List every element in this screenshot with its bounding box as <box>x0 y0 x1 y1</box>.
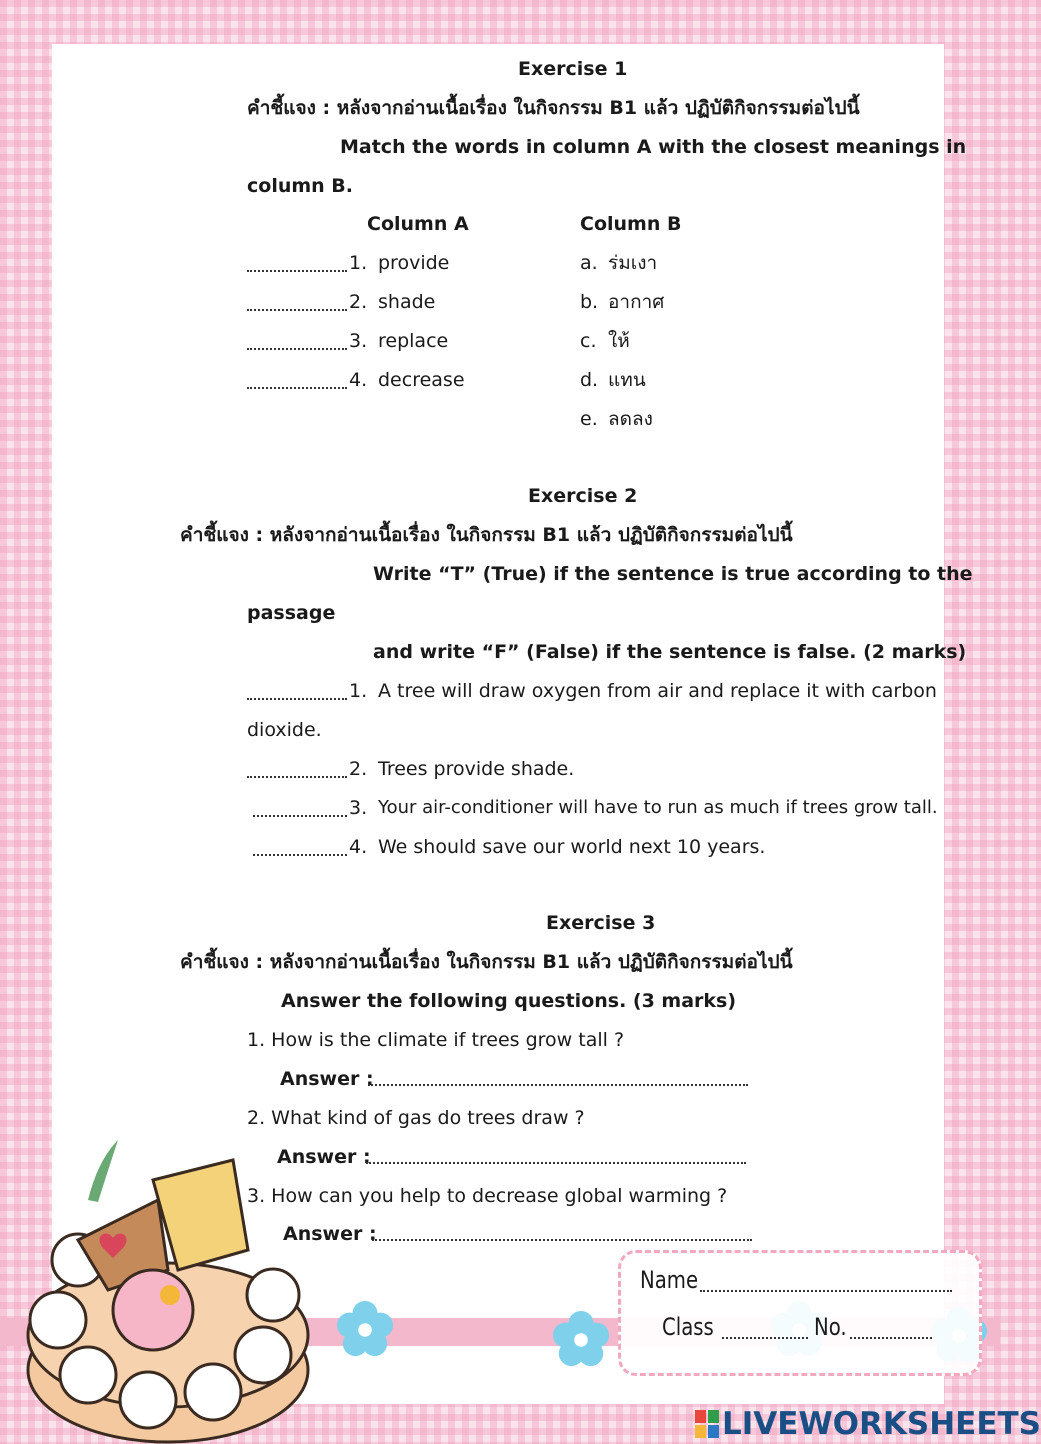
name-field[interactable] <box>700 1290 952 1292</box>
flower-icon <box>552 1310 610 1368</box>
answer-label: Answer : <box>277 1146 371 1168</box>
column-a-word: shade <box>378 291 436 313</box>
statement-text: Trees provide shade. <box>378 758 575 780</box>
column-a-number: 2. <box>349 291 368 313</box>
column-a-header: Column A <box>367 213 469 235</box>
answer-blank[interactable] <box>247 387 347 389</box>
question-text: 1. How is the climate if trees grow tall ? <box>247 1029 625 1051</box>
class-field[interactable] <box>722 1337 808 1339</box>
answer-line[interactable] <box>372 1239 752 1241</box>
exercise1-task-line1: Match the words in column A with the closest meanings in <box>340 136 967 158</box>
answer-blank[interactable] <box>247 270 347 272</box>
answer-line[interactable] <box>368 1084 748 1086</box>
answer-label: Answer : <box>280 1068 374 1090</box>
column-b-meaning: อากาศ <box>608 291 665 313</box>
exercise3-instruction: คำชี้แจง : หลังจากอ่านเนื้อเรื่อง ในกิจกรรม B1 แล้ว ปฏิบัติกิจกรรมต่อไปนี้ <box>180 951 793 973</box>
column-b-letter: a. <box>580 252 598 274</box>
column-a-number: 3. <box>349 330 368 352</box>
exercise2-instruction: คำชี้แจง : หลังจากอ่านเนื้อเรื่อง ในกิจกรรม B1 แล้ว ปฏิบัติกิจกรรมต่อไปนี้ <box>180 524 793 546</box>
column-a-word: replace <box>378 330 449 352</box>
column-a-word: decrease <box>378 369 465 391</box>
statement-number: 2. <box>349 758 368 780</box>
class-label: Class <box>662 1313 714 1341</box>
answer-blank[interactable] <box>247 348 347 350</box>
question-text: 3. How can you help to decrease global warming ? <box>247 1185 728 1207</box>
number-label: No. <box>814 1313 847 1341</box>
statement-text-continued: dioxide. <box>247 719 322 741</box>
statement-number: 1. <box>349 680 368 702</box>
exercise1-title: Exercise 1 <box>518 58 628 80</box>
exercise1-instruction: คำชี้แจง : หลังจากอ่านเนื้อเรื่อง ในกิจกรรม B1 แล้ว ปฏิบัติกิจกรรมต่อไปนี้ <box>247 97 860 119</box>
column-b-meaning: ลดลง <box>608 408 653 430</box>
question-text: 2. What kind of gas do trees draw ? <box>247 1107 585 1129</box>
exercise2-title: Exercise 2 <box>528 485 638 507</box>
column-b-letter: d. <box>580 369 599 391</box>
column-a-number: 1. <box>349 252 368 274</box>
answer-blank[interactable] <box>247 776 347 778</box>
liveworksheets-logo-icon <box>695 1410 719 1438</box>
number-field[interactable] <box>850 1337 932 1339</box>
statement-number: 3. <box>349 797 368 819</box>
column-b-letter: c. <box>580 330 597 352</box>
exercise1-task-line2: column B. <box>247 175 353 197</box>
exercise3-task: Answer the following questions. (3 marks) <box>281 990 737 1012</box>
column-b-letter: e. <box>580 408 598 430</box>
column-a-word: provide <box>378 252 450 274</box>
statement-text: We should save our world next 10 years. <box>378 836 766 858</box>
answer-blank[interactable] <box>247 698 347 700</box>
cake-illustration <box>18 1120 318 1444</box>
answer-line[interactable] <box>366 1162 746 1164</box>
statement-number: 4. <box>349 836 368 858</box>
answer-label: Answer : <box>283 1223 377 1245</box>
liveworksheets-brand[interactable]: LIVEWORKSHEETS <box>722 1406 1041 1442</box>
name-label: Name <box>640 1266 699 1294</box>
column-a-number: 4. <box>349 369 368 391</box>
column-b-letter: b. <box>580 291 599 313</box>
column-b-meaning: ร่มเงา <box>608 252 658 274</box>
exercise2-task-line1: Write “T” (True) if the sentence is true according to the <box>373 563 973 585</box>
answer-blank[interactable] <box>253 815 347 817</box>
exercise2-task-line3: and write “F” (False) if the sentence is false. (2 marks) <box>373 641 967 663</box>
column-b-meaning: แทน <box>608 369 646 391</box>
column-b-header: Column B <box>580 213 682 235</box>
answer-blank[interactable] <box>247 309 347 311</box>
answer-blank[interactable] <box>253 854 347 856</box>
exercise3-title: Exercise 3 <box>546 912 656 934</box>
statement-text: A tree will draw oxygen from air and replace it with carbon <box>378 680 937 702</box>
exercise2-task-line2: passage <box>247 602 336 624</box>
column-b-meaning: ให้ <box>608 330 630 352</box>
flower-icon <box>336 1300 394 1358</box>
statement-text: Your air-conditioner will have to run as much if trees grow tall. <box>378 797 938 818</box>
